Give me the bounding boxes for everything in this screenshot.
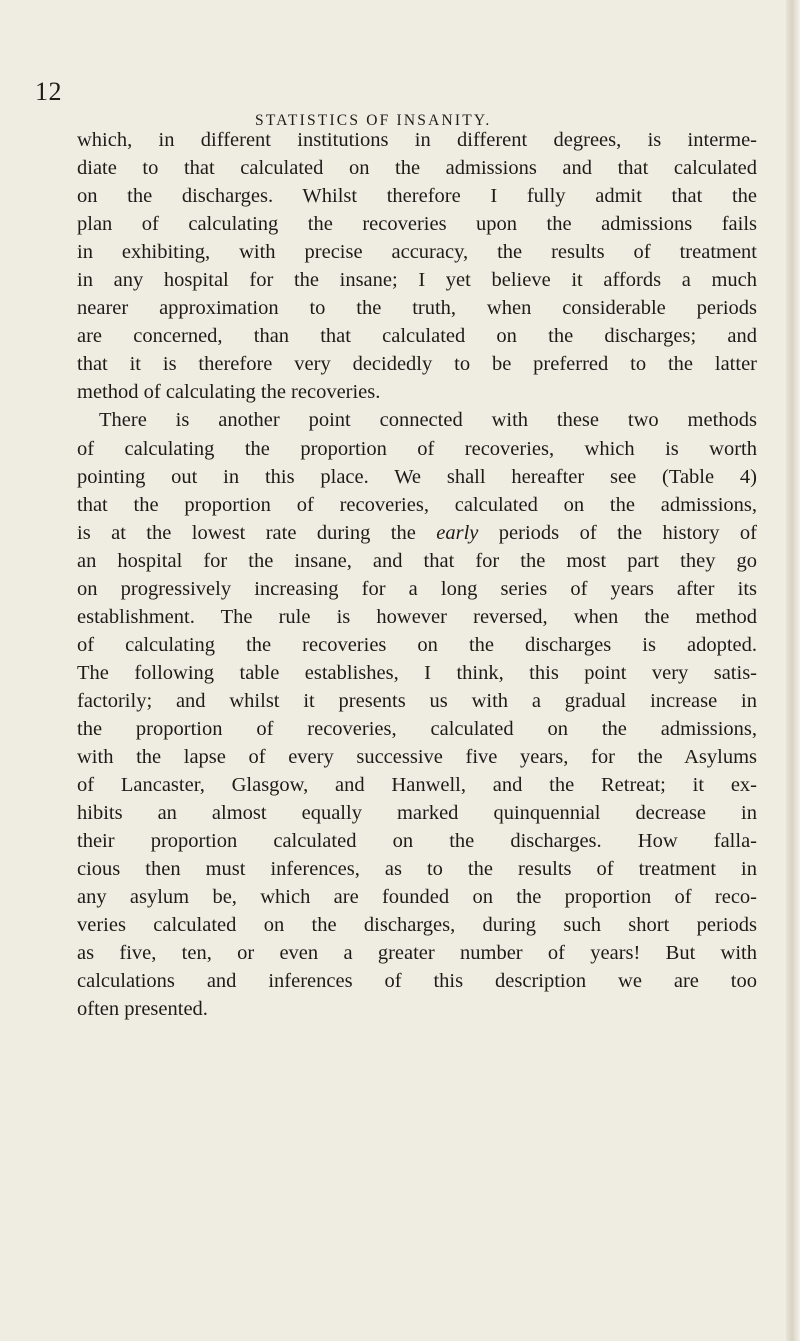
text-line: nearer approximation to the truth, when considerable periods (77, 297, 757, 320)
running-title: STATISTICS OF INSANITY. (255, 112, 492, 129)
paragraph-start-line: There is another point connected with these two methods (99, 409, 757, 432)
text-line: on the discharges. Whilst therefore I fully admit that the (77, 185, 757, 208)
text-line: their proportion calculated on the discharges. How falla- (77, 830, 757, 853)
text-line: The following table establishes, I think, this point very satis- (77, 661, 757, 684)
page-edge (786, 0, 800, 1341)
text-line: the proportion of recoveries, calculated on the admissions, (77, 717, 757, 740)
page-number: 12 (35, 77, 62, 106)
text-line: pointing out in this place. We shall hereafter see (Table 4) (77, 465, 757, 488)
text-line-with-emphasis (77, 519, 757, 547)
text-line: of calculating the recoveries on the discharges is adopted. (77, 633, 757, 656)
text-line: which, in different institutions in different degrees, is interme- (77, 129, 757, 151)
text-line: with the lapse of every successive five years, for the Asylums (77, 746, 757, 769)
text-line: that it is therefore very decidedly to be preferred to the latter (77, 353, 757, 376)
text-line: as five, ten, or even a greater number of years! But with (77, 942, 757, 965)
text-line: calculations and inferences of this description we are too (77, 970, 757, 993)
text-line: veries calculated on the discharges, during such short periods (77, 914, 757, 937)
text-line: hibits an almost equally marked quinquennial decrease in (77, 802, 757, 825)
text-segment: periods of the history of (478, 521, 757, 544)
paragraph-end-line: often presented. (77, 998, 208, 1021)
text-line: diate to that calculated on the admissions and that calculated (77, 157, 757, 180)
text-line: of calculating the proportion of recoveries, which is worth (77, 437, 757, 460)
italic-word: early (436, 521, 479, 544)
text-line: an hospital for the insane, and that for the most part they go (77, 549, 757, 572)
text-line: in exhibiting, with precise accuracy, the results of treatment (77, 241, 757, 264)
text-line: cious then must inferences, as to the results of treatment in (77, 858, 757, 881)
text-segment: is at the lowest rate during the (77, 521, 437, 544)
text-line: plan of calculating the recoveries upon the admissions fails (77, 213, 757, 236)
text-line: are concerned, than that calculated on the discharges; and (77, 325, 757, 348)
text-line: on progressively increasing for a long series of years after its (77, 577, 757, 600)
text-line: that the proportion of recoveries, calculated on the admissions, (77, 493, 757, 516)
text-line: any asylum be, which are founded on the proportion of reco- (77, 886, 757, 909)
text-line: of Lancaster, Glasgow, and Hanwell, and the Retreat; it ex- (77, 774, 757, 797)
text-line: factorily; and whilst it presents us with a gradual increase in (77, 689, 757, 712)
text-line: in any hospital for the insane; I yet believe it affords a much (77, 269, 757, 292)
body-text (77, 126, 757, 1024)
text-line: establishment. The rule is however reversed, when the method (77, 605, 757, 628)
paragraph-end-line: method of calculating the recoveries. (77, 381, 381, 404)
